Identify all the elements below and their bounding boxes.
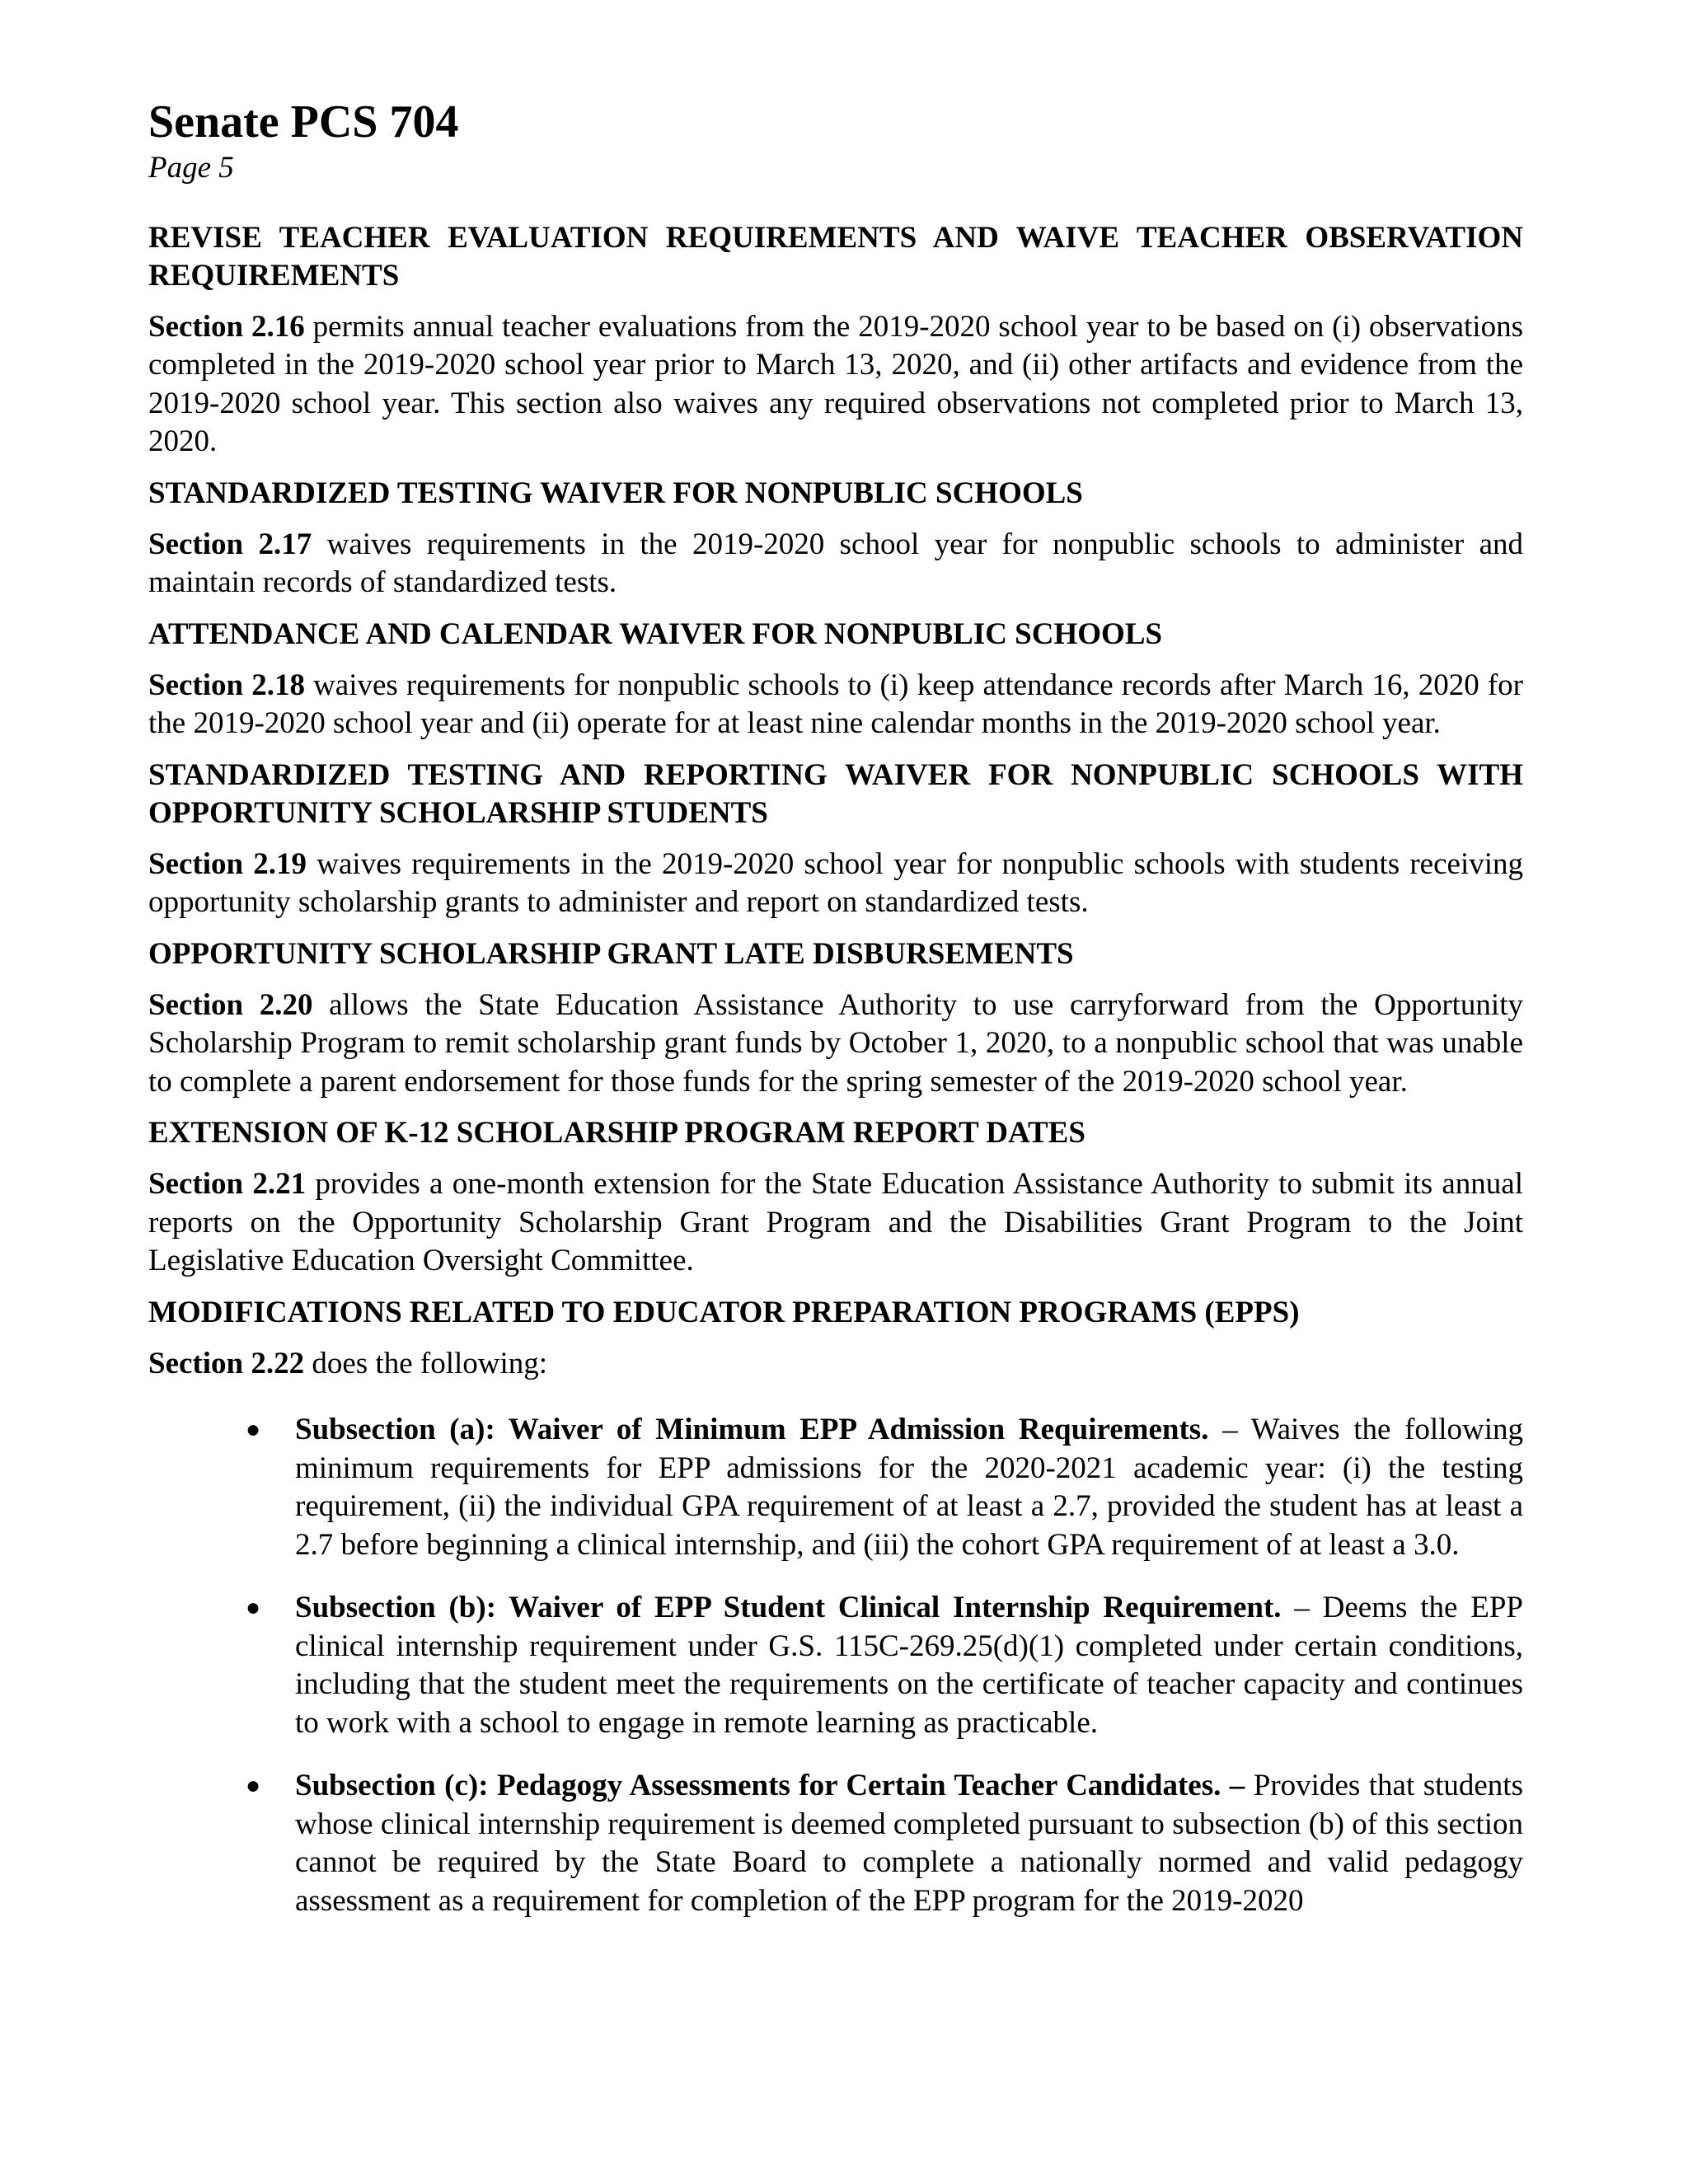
section-heading: OPPORTUNITY SCHOLARSHIP GRANT LATE DISBURSEMENTS — [148, 936, 1074, 971]
subsection-list — [148, 1411, 1523, 1920]
list-item — [148, 1589, 1523, 1742]
section-text: does the following: — [304, 1346, 548, 1380]
section-2-17 — [148, 475, 1523, 602]
section-paragraph — [148, 846, 1523, 922]
section-2-22 — [148, 1294, 1523, 1921]
document-title: Senate PCS 704 — [148, 96, 459, 148]
section-text: permits annual teacher evaluations from the 2019-2020 school year to be based on (i) observations completed in the 2019-2020 school year prior to March 13, 2020, and (ii) other artifacts and evidence from the 2019-2020 school year. This section also waives any required observations not completed prior to March 13, 2020. — [148, 309, 1523, 459]
section-paragraph — [148, 1345, 1523, 1384]
section-text: waives requirements for nonpublic schools to (i) keep attendance records after March 16, 2020 for the 2019-2020 school year and (ii) operate for at least nine calendar months in the 2019-2020 school year. — [148, 668, 1523, 741]
section-paragraph — [148, 987, 1523, 1102]
subsection-title: Subsection (c): Pedagogy Assessments for Certain Teacher Candidates. – — [295, 1769, 1245, 1803]
section-heading: STANDARDIZED TESTING AND REPORTING WAIVER FOR NONPUBLIC SCHOOLS WITH OPPORTUNITY SCHOLARSHIP STUDENTS — [148, 757, 1523, 830]
section-text: provides a one-month extension for the State Education Assistance Authority to submit its annual reports on the Opportunity Scholarship Grant Program and the Disabilities Grant Program to the Joint Legislative Education Oversight Committee. — [148, 1167, 1523, 1278]
bullet-icon: ● — [246, 1772, 261, 1800]
subsection-text: Provides that students whose clinical internship requirement is deemed completed pursuant to subsection (b) of this section cannot be required by the State Board to complete a nationally normed and valid pedagogy assessment as a requirement for completion of the EPP program for the 2019-2020 — [295, 1769, 1523, 1918]
section-label: Section 2.22 — [148, 1346, 305, 1380]
bullet-icon: ● — [246, 1416, 261, 1444]
section-2-20 — [148, 935, 1523, 1102]
section-text: waives requirements in the 2019-2020 school year for nonpublic schools to administer and maintain records of standardized tests. — [148, 527, 1523, 600]
section-paragraph — [148, 1165, 1523, 1281]
section-text: waives requirements in the 2019-2020 school year for nonpublic schools with students receiving opportunity scholarship grants to administer and report on standardized tests. — [148, 846, 1523, 920]
section-2-19 — [148, 757, 1523, 922]
section-heading: EXTENSION OF K-12 SCHOLARSHIP PROGRAM REPORT DATES — [148, 1116, 1085, 1151]
section-label: Section 2.20 — [148, 987, 313, 1022]
section-label: Section 2.16 — [148, 309, 305, 344]
subsection-text: – Waives the following minimum requirements for EPP admissions for the 2020-2021 academic year: (i) the testing requirement, (ii) the individual GPA requirement of at least a 2.7, provided the student has at least a 2.7 before beginning a clinical internship, and (iii) the cohort GPA requirement of at least a 3.0. — [295, 1413, 1523, 1562]
section-paragraph — [148, 526, 1523, 602]
section-heading: ATTENDANCE AND CALENDAR WAIVER FOR NONPUBLIC SCHOOLS — [148, 616, 1163, 651]
section-paragraph — [148, 667, 1523, 743]
section-text: allows the State Education Assistance Authority to use carryforward from the Opportunity Scholarship Program to remit scholarship grant funds by October 1, 2020, to a nonpublic school that was unable to complete a parent endorsement for those funds for the spring semester of the 2019-2020 school year. — [148, 987, 1523, 1099]
section-heading: STANDARDIZED TESTING WAIVER FOR NONPUBLIC SCHOOLS — [148, 476, 1083, 510]
section-2-21 — [148, 1114, 1523, 1281]
subsection-title: Subsection (b): Waiver of EPP Student Clinical Internship Requirement. — [295, 1591, 1282, 1625]
section-paragraph — [148, 308, 1523, 462]
subsection-title: Subsection (a): Waiver of Minimum EPP Admission Requirements. — [295, 1413, 1209, 1447]
page-number: Page 5 — [148, 150, 234, 185]
bullet-icon: ● — [246, 1594, 261, 1622]
subsection-text: – Deems the EPP clinical internship requirement under G.S. 115C-269.25(d)(1) completed under certain conditions, including that the student meet the requirements on the certificate of teacher capacity and continues to work with a school to engage in remote learning as practicable. — [295, 1591, 1523, 1740]
section-label: Section 2.21 — [148, 1167, 307, 1202]
section-2-18 — [148, 616, 1523, 743]
section-heading: REVISE TEACHER EVALUATION REQUIREMENTS AND WAIVE TEACHER OBSERVATION REQUIREMENTS — [148, 220, 1523, 293]
list-item — [148, 1411, 1523, 1564]
document-page — [148, 97, 1523, 1920]
section-label: Section 2.18 — [148, 668, 305, 702]
section-label: Section 2.19 — [148, 846, 307, 881]
section-label: Section 2.17 — [148, 527, 312, 561]
list-item — [148, 1767, 1523, 1920]
section-heading: MODIFICATIONS RELATED TO EDUCATOR PREPARATION PROGRAMS (EPPS) — [148, 1295, 1300, 1329]
section-2-16 — [148, 219, 1523, 462]
